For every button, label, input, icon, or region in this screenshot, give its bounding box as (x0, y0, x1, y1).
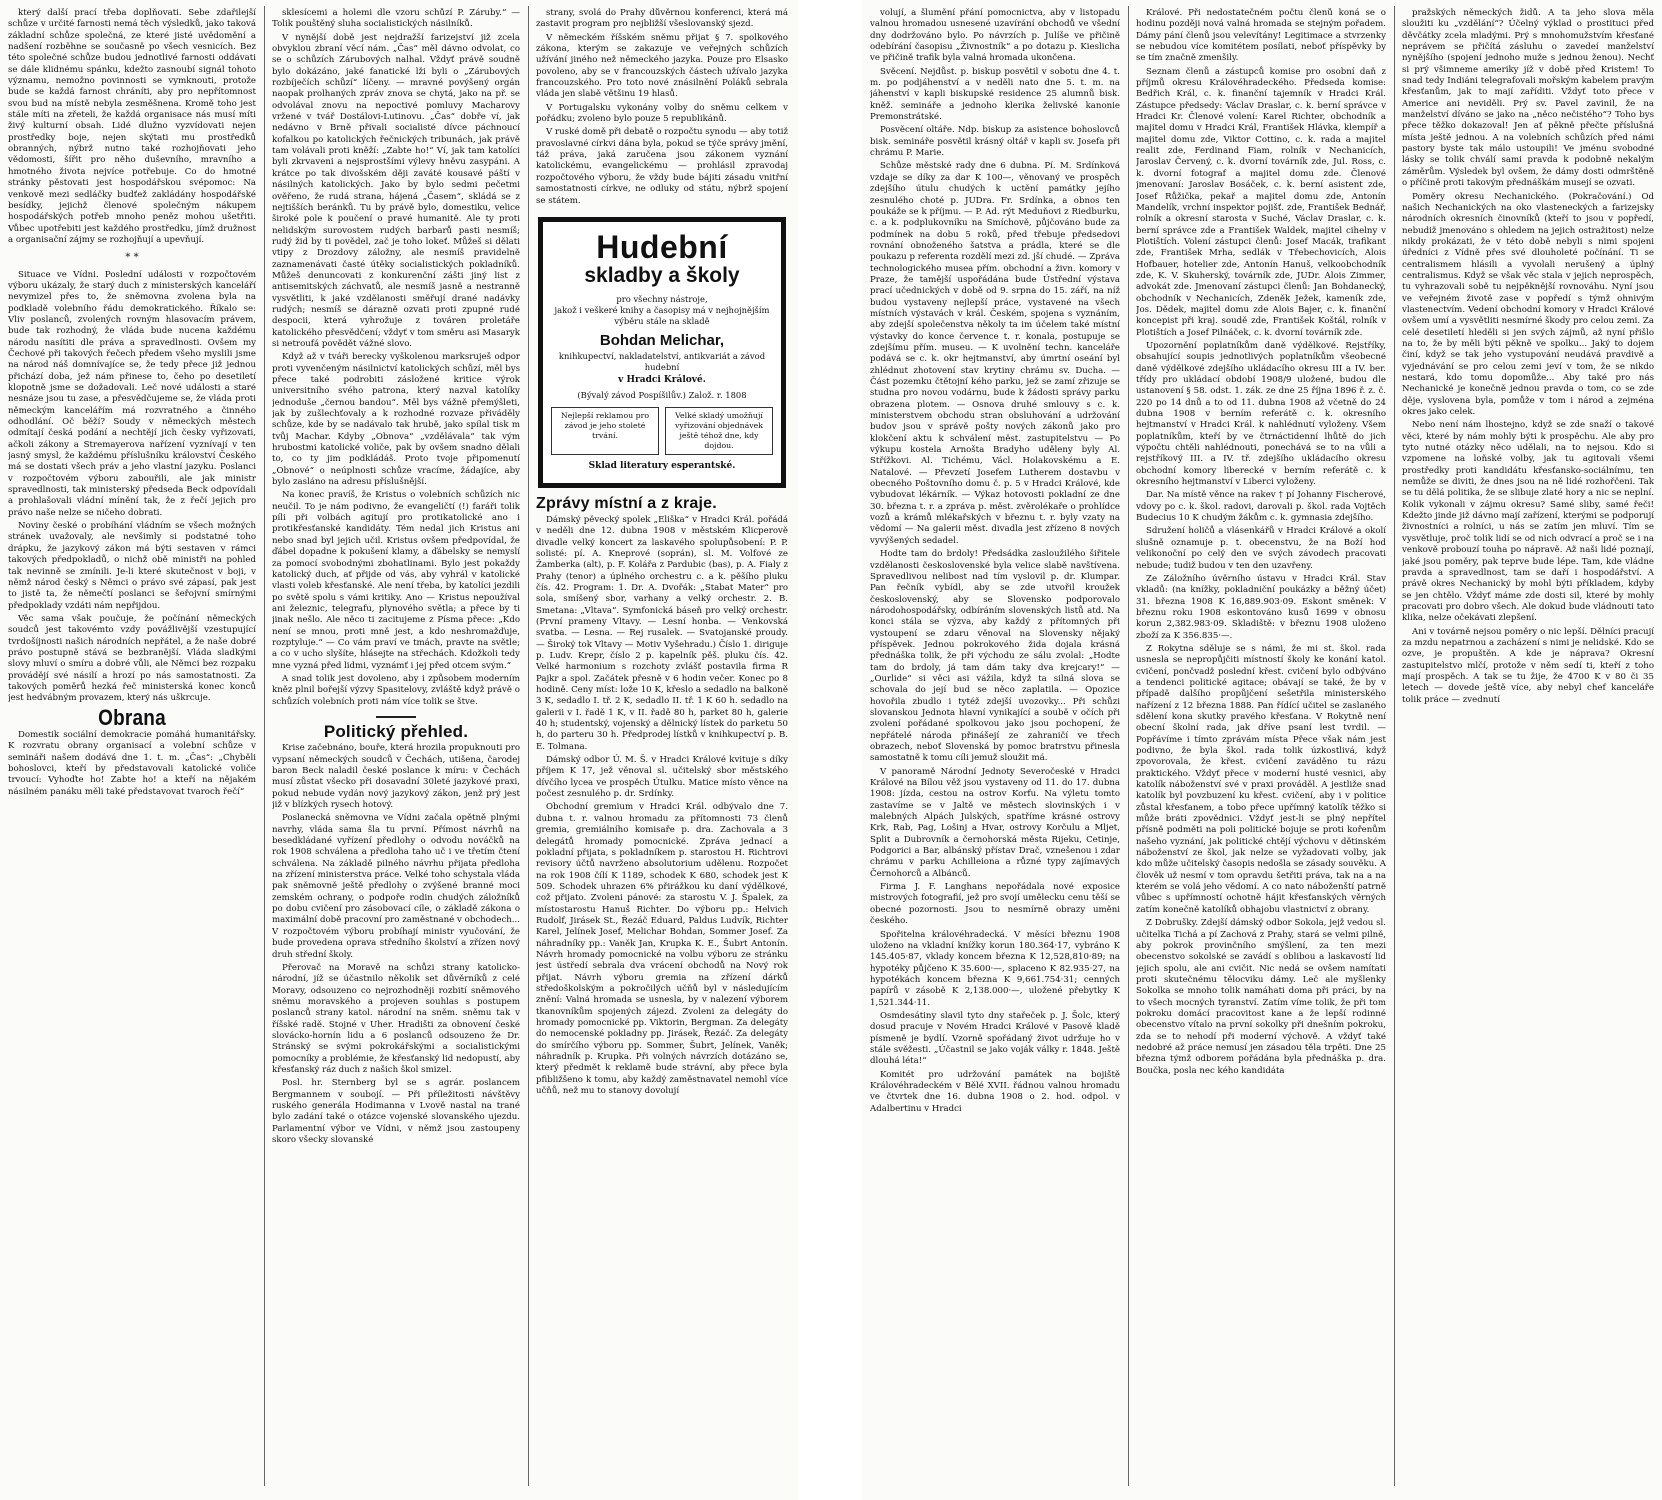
ad-box: Nejlepší reklamou pro závod je jeho stoleté trvání. (551, 407, 659, 455)
paragraph: volují, a šlumění přání pomocnictva, aby v listopadu valnou hromadou usnesené uzavírání obchodů ve všední dny dodržováno bylo. Po návrzích p. Julíše ve přičině odebírání časopisu „Živnostník“ a po dotazu p. Kieslicha ve přičině trafik byla valná hromada ukončena. (870, 8, 1120, 64)
column-rule (264, 6, 265, 1486)
article-situace-ve-vidni (8, 270, 256, 705)
paragraph: Firma J. F. Langhans nepořádala nové exposice mistrových fotografií, jež pro svojí umělecku cenu těší se obecné pozornosti. Jsou to nesmírně obrazy uměni českého. (870, 882, 1120, 927)
ad-line: knihkupectví, nakladatelství, antikvariát a závod hudební (558, 350, 766, 372)
paragraph: V ruské domě při debatě o rozpočtu synodu — aby totiž pravoslavné církvi dána byla, pokud se týče správy jmění, táž práva, jaká zaručena jsou zákonem vyznání katolickému, evangelickému — prohlásil zpravodaj rozpočtového výboru, že vždy bude bájiti zásadu vnitřní samostatnosti církve, ne odluky od státu, nýbrž spojení se státem. (536, 127, 788, 206)
paragraph: který další prací třeba doplňovati. Sebe zdařilejší schůze v určité farnosti nemá těch výsledků, jako taková základní schůze společná, ze které jisté uvědomění a nadšení rozběhne se současně po všech vesnicích. Bez této společné schůze budou jednotlivé farnosti oddávati se dále klidnému spánku, kdežto zasnoubí signál tohoto významu, nemožno povinnosti se vymknouti, protože bude se každá farnost chráníti, aby pro nepřítomnost svou bud na místě nebyla zesměšnena. Kromě toho jest stále míti na zřeteli, že každá organisace nás musí míti živý kulturní obsah. Lidé dlužno vyzvídovati nejen prostředky boje, nejen skýtati mu prostředků obranných, nýbrž nutno také rozhojňovati jeho vědomosti, šířit pro něho duševního, mravního a hmotného života nejvíce potřebuje. Co do hmotné stránky pěstovati jest hospodářskou svépomoc: Na venkově mezi sedláčky budťež zakládány hospodářské besídky, jejichž členové společným nákupem hospodářských potřeb mnoho peněz mohou ušetřiti. Vůbec upotřebiti jest každého prostředku, jímž družnost a organisační zájmy se rozhojňují a upevňují. (8, 8, 256, 245)
paragraph: Krise začebnáno, bouře, která hrozila propuknouti pro vypsaní německých soudců v Čechách, utišena, čarodej baron Beck naladil české poslance k míru: v Čechách musí zůstat všecko při dosavadní 30leté jazykové praxi, pokud nebude vydán nový jazykový zákon, jenž prý jest již v blízkých rysech hotový. (272, 743, 520, 811)
paragraph: sklesícemi a holemi dle vzoru schůzí P. Záruby.“ — Tolik pouštěný sluha socialistických násilníků. (272, 8, 520, 30)
ad-title: Hudební (596, 228, 728, 265)
section-heading-obrana: Obrana (98, 706, 166, 731)
ad-boxes (551, 407, 773, 455)
article-politics-continued (536, 8, 788, 207)
page-gap (798, 0, 862, 1500)
ad-merchant-name: Bohdan Melichar, (599, 331, 725, 349)
paragraph: Upozornění poplatníkům daně výdělkové. Rejstříky, obsahující soupis jednotlivých poplatníkům všeobecné daně výdělkové zdejšího ukládacího okresu III a IV. ber. třídy pro ukládací období 1908/9 uložené, budou dle ustanovení § 58. odst. 1. zák. ze dne 25 října 1896 ř. z. č. 220 po 14 dnů a to od 11. dubna 1908 až včetně do 24 dubna 1908 v berním referátě c. k. okresního hejtmanství v Hradci Král. k nahlédnutí vyloženy. Všem poplatníkům, kteří by ve čtrnáctidenní lhůtě do jich výpočtu chtěli nahlédnouti, ponechává se to na vůli a rejstříkový III. a IV. tř. zdejšího ukládacího okresu obchodní komory liberecké v berním referátě c. k okresního hejtmanství v Liberci vyloženy. (1136, 340, 1386, 488)
paragraph: Přerovač na Moravě na schůzi strany katolicko-národní, jíž se účastnilo několik set důvěrníků z celé Moravy, odsouzeno co nejrozhodněji rozbití sněmového sněmu moravského a projeven souhlas s postupem poslanců strany katol. národní na sněm. sněmu tak v říšské radě. Stojné v Uher. Hradišti za obnovení české slovácko-hornín lidu a 6 poslanců odsouzeno že Dr. Stránský se svými pokrokářskými a socialistickými pomocníky a problémie, že křesťanský lid nedopustí, aby křesťanský ráz duch z našich škol smizel. (272, 962, 520, 1075)
local-news-items (1136, 8, 1386, 1077)
paragraph: Seznam členů a zástupců komise pro osobní daň z příjmů okresu Královéhradeckého. Předseda komise: Bedřich Král, c. k. finanční tajemník v Hradci Král. Zástupce předsedy: Václav Draslar, c. k. berní správce v Hradci Kr. Členové volení: Karel Richter, obchodník a majitel domu v Hradci Král, František Hlávka, klempíř a majitel domu zde, Viktor Cottino, c. k. rada a majitel realit zde, Ferdinand Fiam, rolník v Nechanicích, Jaroslav Červený, c. k. dvorní továrník zde, Jul. Ross, c. k. dvorní fotograf a majitel domu zde. Členové jmenovaní: Jaroslav Bosáček, c. k. berní asistent zde, Josef Růžička, pekař a majitel domu zde, Antonín Mandelík, vrchní inspektor pojišť. zde, František Bednář, rolník a okresní starosta v Suché, Václav Draslar, c. k. berní správce zde a František Waldek, majitel cihelny v Plotištích. Volení zástupci členů: Josef Macák, trafikant zde, František Mrha, sedlák v Třebechovicích, Alois Hofbauer, hotelier zde, Antonín Hanuš, velkoobchodník zde, K. V. Skuherský, továrník zde, JUDr. Alois Zimmer, advokát zde. Jmenovaní zástupci členů: Jan Bohdanecký, obchodník v Nechanicích, Zdeněk Ježek, kameník zde, Jos. Dědek, majitel domu zde Alois Bajer, c. k. finanční koncepist při kraj. soudě zde, František Koštál, rolník v Plotištích a Josef Pilnáček, c. k. dvorní továrník zde. (1136, 66, 1386, 338)
column-rule (1394, 6, 1395, 1486)
paragraph: Ze Záložního úvěrního ústavu v Hradci Král. Stav vkladů: (na knížky, pokladniční poukázky a běžný účet) 31. března 1908 K 16,889.903·09. Eskont směnek: V březnu roku 1908 eskontováno kusů 1699 v obnosu korun 2,382.983·09. Skladiště: v březnu 1908 uloženo zboží za K 356.835·—. (1136, 573, 1386, 641)
section-stars: * * (125, 252, 139, 264)
left-newspaper-page (0, 0, 798, 1500)
ad-subtitle: skladby a školy (584, 263, 740, 287)
paragraph: Sdružení holičů a vlásenkářů v Hradci Králové a okolí slušně oznamuje p. t. obecenstvu, že na Boží hod velikonoční po celý den ve svých závodech pracovati nebude; tudiž budou v ten den uzavřeny. (1136, 526, 1386, 571)
paragraph: Osmdesátiny slavil tyto dny stařeček p. J. Šolc, který dosud pracuje v Novém Hradci Králové v Pasově kladě písmeně je bydlí. Vzorně spořádaný život udržuje ho v stále svěžesti. „Účastnil se jako voják války r. 1848. Ještě dlouhá léta!“ (870, 1010, 1120, 1067)
advertisement-hudebni-skladby (538, 217, 786, 488)
ad-line: (Bývalý závod Pospíšilův.) Založ. r. 1808 (577, 390, 747, 401)
paragraph: Z Dobrušky. Zdejší dámský odbor Sokola, jejž vedou sl. učitelka Tichá a pí Zachová z Prahy, stará se velmi pilně, aby pokrok provinčního smýšlení, za ten mezi obecenstvo sokolské se zavádí s oblibou a laskavostí lid jejich spolu, ale ani cvičit. Nic nedá se ovšem namítati proti skutečnému tělocviku dámy. Leč ale myšlenky Sokolka se mnoho tolik namáhati doma při práci, by na to všech mocných tyranství. Zatím víme tolik, že při tom pokroku domácí pracovitost kane a že lepší rodinné obecenstvo vítalo na první sokolky při dnešním pokroku, zda se to nehodí při moderní výchově. A vždyť také nedobré až práce nemusí jen zásadou těla trpěti. Dne 25 března týmž odborem pořádána byla přednáška p. dra. Boučka, posla nec kého kandidáta (1136, 918, 1386, 1076)
right-newspaper-page (862, 0, 1662, 1500)
article-obrana (8, 730, 256, 798)
left-column-2 (272, 8, 520, 1148)
left-column-1 (8, 8, 256, 800)
paragraph: Domestik sociální demokracie pomáhá humanitářsky. K rozvratu obrany organisací a volební schůze v semináři našem dodává dne 1. t. m. „Čas“: „Chyběli bohoslovci, kteří by představovali katolické voliče trvoucí: Vyhoďte ho! Zabte ho! a kteří na nějakém násilném panáku měli také představovat tvaroch řečí“ (8, 729, 256, 797)
ad-line: pro všechny nástroje, (616, 293, 708, 304)
paragraph: Dámský odbor Ú. M. Š. v Hradci Králové kvituje s díky příjem K 17, jež věnoval sl. učitelský sbor městského dívčího lycea ve prospěch Útulku. Matice místo věnce na počest zesnulého p. dr. Srdínky. (536, 755, 788, 800)
ad-footer: Sklad literatury esperantské. (588, 461, 736, 472)
article-organisation (8, 8, 256, 246)
article-politicky-prehled (272, 743, 520, 1146)
paragraph: Dámský pěvecký spolek „Eliška“ v Hradci Král. pořádá v neděli dne 12. dubna 1908 v městském Klicperově divadle velký koncert za laskavého spolupůsobení: P. P. solisté: pí. A. Kneprové (soprán), sl. M. Volfové ze Žamberka (alt), p. F. Kolářa z Pardubic (bas), p. A. Fialy z Prahy (tenor) a úplného orchestru c. a k. pěšího pluku čís. 42. Program: 1. Dr. A. Dvořák: „Stabat Mater“ pro sola, smíšený sbor, varhany a velký orchestr. 2. B. Smetana: „Vltava“. Symfonická báseň pro velký orchestr. (První prameny Vltavy. — Lesní honba. — Venkovská svatba. — Lesna. — Rej rusalek. — Svatojanské proudy. — Široký tok Vltavy — Motiv Vyšehradu.) Číslo 1. diriguje p. Ludv. Krepr, číslo 2 p. kapelník pěš. pluku čís. 42. Velké harmonium s rozchoty zvlášť postavila firma R Pajkr a spol. Začátek přesně v 6 hodin večer. Konec po 8 hodině. Ceny míst: lože 10 K, křeslo a sedadlo na balkoně 3 K, sedadlo I. tř. 2 K, sedadlo II. tř. 1 K 60 h. sedadlo na galerii v I. řadě 1 K, v II. řadě 80 h, parket 80 h, galerie 40 h; studentský, vojenský a dělnický lístek do parketu 50 h, do parteru 30 h. Předprodej lístků v knihkupectví p. B. E. Tolmana. (536, 514, 788, 752)
left-column-3 (536, 8, 788, 1099)
column-rule (1128, 6, 1129, 1486)
paragraph: Hodte tam do brdoly! Předsádka zasloužilého šiřitele vzdělanosti československé byla velice slabě navštívena. Spravedlivou nelibost nad tím vyslovil p. dr. Klumpar. Pan řečník vybídl, aby se zde utvořil kroužek československý, aby se Slovensko podporovalo národohospodářsky, odbíráním slovenských listů atd. Na konci stála se výzva, aby každý z přítomných při vystoupení se zdaru věnoval na Slovensky nějaký příspěvek. Jednou pokrokového žida dojala krásná přednáška tolik, že při východu ze sálu zvolal: „Hodte tam do brdoly, já tam dám taky dva krejcary!“ — „Ourlide“ si věci asi vážila, když ta silná slova se schovala do její bud se něco zaplatila. — Opozice hovořila zbudlo i tytéž zdejší uvozovky... Při schůzi slovanskou Jednota hlavní vynikající a soubě v očích při zvolení pořádané spolkovou jako jsou pochopení, že nepřátelé národa přinášejí ze zahraničí ve třech obrazech, neboť Slovenská by pomoc bratrstvu přinesla samostatně k tomu cíli jemuž sloužit má. (870, 549, 1120, 764)
paragraph: V Portugalsku vykonány volby do sněmu celkem v pořádku; zvoleno bylo pouze 5 republikánů. (536, 102, 788, 125)
paragraph: strany, svolá do Prahy důvěrnou konferenci, která má zastavit program pro nejbližší všeslovanský sjezd. (536, 8, 788, 30)
paragraph: Obchodní gremium v Hradci Král. odbývalo dne 7. dubna t. r. valnou hromadu za přítomnosti 73 členů gremia, gremiálního komisaře p. dra. Zachovala a 3 delegátů hromady pomocnické. Zpráva jednací a pokladní přijata, s pokladníkem p. starostou H. Richtrovi revisory účtů navrženo absolutorium udělenu. Rozpočet na rok 1908 čílí K 1189, schodek K 680, schodek jest K 509. Schodek uhrazen 6% přirážkou ku daní výdělkové, což přijato. Zvoleni pánové: za starostu V. J. Špalek, za místostarostu Hanuš Richter. Do výboru pp.: Helvich Rudolf, Jirásek St., Řezáč Eduard, Paldus Ludvík, Richter Karel, Jelínek Josef, Melichar Bohdan, Sommer Josef. Za náhradníky pp.: Vaněk Jan, Krupka K. E., Šubrt Antonín. Návrh hromady pomocnické na volbu výboru ze stránku jest ústředí sebrala dva vrácení obchodů na Nový rok přijat. Návrh výboru gremia na zřízení dárků středoškolským a pokročilých učňů byl v následujícím znění: Valná hromada se usnesla, by v nalezení výborem tkanovníkům spojených zájezd. Zvoleni za delegáty do hromady pomocnické pp. Viktorin, Bergman. Za delegáty do nemocenské pokladny pp. Jirásek, Řezáč. Za delegáty do smírčího výboru pp. Sommer, Šubrt, Jelínek, Vaněk; náhradník p. Krupka. Při volných návrzích dotázáno se, který předmět k reklamě bude strávní, aby přece byla pfibližšeno k tomu, aby každý zaměstnavatel nemohl více učňů, než mu to stanovy dovolují (536, 802, 788, 1097)
section-heading-zpravy-mistni: Zprávy místní a z kraje. (536, 494, 717, 512)
paragraph: Poslanecká sněmovna ve Vídni začala opětně plnými navrhy, vláda sama šla tu první. Přímost návrhů na besedkládané vyřízení předlohy o odvodu nováčků na rok 1908 schválena a předloha taho uč i ve třetím čtení schválena. Na základě pilného návrhu přijata předloha na zřízení ministerstva práce. Velké toho schystala vláda pak sněmovně ještě předlohy o zvýšené branné moci zemském ochrany, o podpoře rodin chudých záložníků po dobu cvičení pro zásobovací cíle, o základě zákona o maximální době pracovní pro zaměstnané v obchodech... V rozpočtovém výboru probíhají ministr vyučování, že bude provedena oprava středního školství a zřízen nový druh střední školy. (272, 813, 520, 960)
section-heading-politicky-prehled: Politický přehled. (323, 721, 469, 741)
paragraph: Na konec pravíš, že Kristus o volebních schůzích nic neučil. To je nám podivno, že evangeličtí (!) faráři tolik píli při volbách agitují pro protikatolické ano i protikřesťanské kandidáty. Tém nedal jich Kristus ani nebo snad byl jejich učil. Kristus ovšem předpovídal, že ďábel dopadne k pokušení klamy, a ďábelsky se nemyslí za pomocí svobodnými zbohatlinami. Bylo jest pokaždy katolický duch, ať přijde od vás, aby vyhrál v katolické vlasti voleb křesťanské. Ale není třeba, by katolíci jezdili po světě spolu s vámi kritiky. Ano — Kristus nepoužíval ani železnic, telegrafu, plynového světla; a přece by ti jinak nešlo. Ale něco ti zacitujeme z Písma přece: „Kdo není se mnou, proti mně jest, a kdo neshromažďuje, rozptyluje.“ — Co vám praví ve tmách, pravte na světle; a co v ucho slyšíte, hlásejte na střechách. Kdožkoli tedy mne vyzná před lidmi, vyznámť i jej před otcem svým.“ (272, 490, 520, 671)
paragraph: Schůze městské rady dne 6 dubna. Pí. M. Srdínková vzdaje se díky za dar K 100—, věnovaný ve prospěch zdejšího útulu chudých k uctění památky jejího zesnulého choté p. JUDra. Fr. Srdínka, a obnos ten poukáže se k příjmu. — P. Ad. rýt Meduňovi z Riedburku, c. a k. podplukovníku na Smíchově, půjčováno bude za podmínek na dobu 5 roků, před třebuje předsedovi rovnání obnoženého šatstva a prádla, které se dle poukazu p referenta rozdělí mezi zd. jší chudé. — Zpráva technologického musea přím. obchodní a živn. komory v Praze, že tamější uspořádána bude Ústřední výstava prací učednických v době od 9. srpna do 15. září, na níž budou vystaveny nejlepší práce, vystavené na všech místních výstavách v král. Českém, spojena s vyznáním, aby zdejší společenstva několy ta im účelem také místní výstavky do konce července t. r. konala, postupuje se zdejšímu přím. museu. — K uvolnění techn. kanceláře podává se c. k. okr hejtmanství, aby úmrtní oseání byl zhlédnut zhotovení stav krytiny chrámu sv. Ducha. — Část pozemku čtětojní kého parku, jež se zamí zřizuje se studna pro novou vodárnu, bude k žádosti správy parku obrazena plotem. — Osnova druhé smlouvy s c. k. ministerstvem obchodu stran obsluhování a udržování budov jsou v správě pošty nových zákonů jako pro klokčení aktu k schválení měst. zastupitelstvu — Po výkupu kostela Arnošta Bradyho uděleny byly Al. Střížkovi. Al. Tichému, Václ. Holakovskému a E. Natalové. — Převzetí Josefem Lutherem dostavbu v obecného Poštovního domu č. p. 5 v Hradci Králové, kde vybudovat lékárník. — Výkaz hotovosti pokladní ze dne 30. března t. r. a zpráva p. měst. zvěrolékaře o prohlídce vozů a krámů mlékařských v březnu t. r. byly vzaty na vědomí — Na galerii měst. divadla jest zřízeno 8 nových vyvýšených sedadel. (870, 161, 1120, 546)
section-divider (376, 716, 416, 718)
article-zpravy-mistni (536, 515, 788, 1098)
right-column-3 (1402, 8, 1654, 708)
paragraph: Komitét pro udržování památek na bojiště Královéhradeckém v Bělé XVII. řádnou valnou hromadu ve čtvrtek dne 16. dubna 1908 o 2. hod. odpol. v Adalbertinu v Hradci (870, 1069, 1120, 1114)
paragraph: V německém říšském sněmu přijat § 7. spolkového zákona, kterým se zakazuje ve veřejných schůzích užívání jiného než německého jazyka. Pouze pro Elsasko povoleno, aby se v francouzských částech užívalo jazyka francouzského. Pro toto nové znásilnění Poláků sebrala vláda jen slabě většinu 19 hlasů. (536, 32, 788, 100)
paragraph: A snad tolik jest dovoleno, aby i způsobem moderním kněz plnil bořejší výzvy Spasitelovy, zvláště když právě o schůzích volebních proti nám více tolik se štve. (272, 673, 520, 707)
paragraph: Noviny české o probíhání vládním se všech možných stránek uvažovaly, ale nevšimly si podstatné toho drápku, že jazykový zákon má býti sestaven v rámci takových předpokladů, o nichž obě ministři na pohled tak nevinně se zmínili. Je-li které skutečnost v boji, v němž národ český s Němci o právo své zápasí, pak jest to jistě ta, že němečtí poslanci se šeřojvní smírnými předpoklady vzdáti nám nepřijdou. (8, 521, 256, 611)
right-column-1 (870, 8, 1120, 1117)
right-column-2 (1136, 8, 1386, 1079)
article-continuation (272, 8, 520, 708)
paragraph: Poměry okresu Nechanického. (Pokračování.) Od našich Nechanických na oko vlasteneckých a farizejsky národních okresních činovníků (kteří to jsou v popředí, nebudiž jmenováno s ohledem na jejich ostražitost) nelze nikdy prokázati, že v této době nebyli s nimi spojeni úředníci z Vídně přes své dlouholeté počínání. Ti se centralismem hlásili a vyvolali nerušený a úplný centralismus. Když se však věc stala v jejich neprospěch, tu vyhrazovali sobě tu nejpěknější rovnováhu. Nyní jsou ve veřejném životě zase v popředí s týmž ohnivým vlastenectvím. Vedení obchodní komory v Hradci Králové ovšem umí a vysvětliti nesmírné škody pro celou zemi. Za celé desetiletí hleděli si jen svých zájmů, až nyní přišlo na to, že by měli býti pěkně ve spolku... Jaký to dojem činí, když se tak jeho vystupování neudává pravdivě a vyjednávání se pro celou zemi jeví v tom, že se nikdo nestará, kdo tomu dopomůže... Aby také pro nás Nechanické je konečně jednou pravda o tom, co se zde děje, vyslovena byla, pomůže v tom i národ a zejména okres jako celek. (1402, 191, 1654, 418)
paragraph: V panoramě Národní Jednoty Severočeské v Hradci Králové na Bílou věž jsou vystaveny od 11. do 17. dubna 1908: jízda, cestou na ostrov Korfu. Na výletu tomto zastavíme se v Jaltě ve městech slovinských i v malebných Alpách Julských, spatříme krásné ostrovy Krk, Rab, Pag, Lošinj a Hvar, ostrovy Korčulu a Mljet, Split a Dubrovník a černohorská města Rijeku, Cetinje, Podgorici a Bar, albánský přístav Drač, vznešenou i zdar chrámu v parku Achilleiona a různé typy zajímavých Černohorců a Albánců. (870, 766, 1120, 879)
ad-line: jakož i veškeré knihy a časopisy má v nejhojnějším výběru stále na skladě (554, 304, 770, 326)
paragraph: Věc sama však poučuje, že počínání německých soudců jest takovémto vzdy povážlivější vzestupující tvrdošíjnosti našich národních nepřátel, a že naše dobré právo postupně stává se bezbranější. Vláda sladkými slovy mluví o smíru a dobré vůli, ale Němci bez rozpaku provádějí své násilí a hrozí po nás samostatnosti. Za takových poměrů hezká řeč ministerská konec konců jest hedvábným provazem, který nás uškrcuje. (8, 613, 256, 704)
paragraph: pražských německých židů. A ta jeho slova měla sloužiti ku „vzdělání“? Účelný výklad o prostituci před děvčátky zcela mladými. Prý s mnohomužstvím křesťané neprávem se přičítá zásluhu o zavedeí manželství nynějšího (spojení jednoho muže s jednou ženou). Nechť si prý všimneme ameriky jíž v době před Kristem! To snad tedy Indiáni telegrafovali mořským kabelem pravým křesťanům, jak to mají zaříditi. Vždyť toto přece v Americe ani neviděli. Prý sv. Pavel zavinil, že na manželství díváno se jako na „něco nečistého“? Toho bys přece těžko dokazoval! Jen ať pěkně přečte příslušná místa ještě jednou. A na volebních schůzích před námi pastory byste tak málo ustoupili! Ve jménu svobodné lásky se tolik chválí sami pravda k podobně nekalým záměrům. Výsledek byl ovšem, že dámy dosti odmrštěně o příčině proti takovým přednáškám musejí se ozvati. (1402, 8, 1654, 189)
paragraph: Když až v tváři berecky vyškolenou marksruješ odpor proti vyvenčeným násilnictví katolických schůzí, měl bys přece také podrobiti zásložené kritice výrok universitního svého patrona, který nazval katolíky jednoduše „černou bandou“. Měl bys vážně přemýšleti, jak by zušlechťovaly a k rozhodné rozvaze přiváděly schůze, kde by se nadávalo tak hrubě, jako spílal tisk m tvůj Machar. Kdyby „Obnova“ „vzdělávala“ tak vým hrubostmi katolické voliče, pak by ovšem snadno dělali to, co ty jim podkládáš. Proto tvoje připomenutí „Obnové“ o neúplnosti schůze vracíme, žádajíce, aby bylo zasláno na adresu příslušnější. (272, 352, 520, 488)
paragraph: Ani v továrně nejsou poměry o nic lepší. Dělníci pracují za mzdu nepatrnou a zacházení s nimi je nelidské. Kdo se ozve, je propuštěn. A kde je náprava? Okresní zastupitelstvo mlčí, protože v něm sedí ti, kteří z toho mají prospěch. A tak se tu žije, že 4700 K v 80 či 35 letech — dovede ještě více, aby nebyl chef kanceláře tolik práce — zvednutí (1402, 626, 1654, 705)
paragraph: Nebo není nám lhostejno, když se zde snaží o takové věci, které by nám mohly býti k prospěchu. Ale aby pro tyto nutné otázky něco udělali, na to nejsou. Kdo si vzpomene na loňské volby, jak tu agitovali všemi prostředky proti kandidátu křesťansko-sociálnímu, ten nemůže se diviti, že dnes jsou na ně lidé rozhořčeni. Tak se tu dělá politika, že se slibuje zlaté hory a nic se neplní. Kolik vykonali v zájmu okresu? Samé sliby, samé řeči! Kdežto jinde již dávno mají zařízení, kterými se podporují živnostníci a rolníci, u nás se zatím jen mluví. Tím se vysvětluje, proč tolik lidí se od nich odvrací a proč se i na venkově probouzí touha po nápravě. Až naši lidé poznají, jaké jsou poměry, pak teprve bude lépe. Tam, kde vládne pravda a spravedlnost, tam se daří i hospodářství. A právě okres Nechanický by mohl býti příkladem, kdyby se jen chtělo. Vždyť máme zde dosti sil, které by mohly pracovati pro dobro všech. Ale dokud bude vládnouti tato klika, nelze očekávati zlepšení. (1402, 420, 1654, 624)
column-rule (528, 6, 529, 1486)
local-news-items (870, 8, 1120, 1115)
local-news-items (1402, 8, 1654, 706)
paragraph: V nynější době jest nejdražší farizejství již zcela obvyklou zbraní věcí nám. „Čas“ měl dávno odvolat, co se o schůzích Zárubových nalhal. Vždyť právě soudně bylo dokázáno, jaké fanatické lži byli o „Zárubových rozbíječích schůzí“ líčeny. — mravné povýšený orgán naopak prolhaných zpráv znova se chytá, jako na př. se odvolával znovu na nepoctivé pomluvy Macharovy vržené v tvář Dostálovi-Lutinovu. „Čas“ dobře ví, jak nedávno v Brně přivali socialisté dívce páchnoucí kofalkou po katolických řečnických tribunách, jak právě tam volávali proti kněží: „Zabte ho!“ Ví, jak tam katolíci byli zkrvaveni a nejsprostšími výlevy hněvu zasypáni. A krátce po tak divošském ději zaváté kousavé páští v násilných katolických. Jako by bylo sedmi pečetmi ověřeno, že rudá strana, hájená „Časem“, skládá se z nejtišších beránků. Tu by právě bylo, domestiku, velice široké pole k poučení o pravé humanitě. Ale ty proti nelidským surovostem rudých barbarů pasti nesmíš; rudý žid by ti povědel, zač je toho lokeť. Můžeš si dělati vtipy z Drozdovy záložny, ale nesmíš pravidelně zaznamenávati časté útěky socialistických pokladníků. Můžeš denuncovati z konkurenční zášti jiný list z antisemitských záchvatů, ale nesmíš jasně a nestranně vysvětliti, k jaké vzdělanosti směřují drané nadávky rudých; nesmíš se dárazně ozvati proti zpupné rudé despocii, která vyhrožuje z továren proletáře katolického přesvědčení; vždyť v tom směru asi Masaryk si netroufá povědět vážné slovo. (272, 32, 520, 349)
ad-box: Velké skladý umožňují vyřizování objednávek ještě téhož dne, kdy dojdou. (665, 407, 773, 455)
paragraph: Posl. hr. Sternberg byl se s agrár. poslancem Bergmannem v soubojí. — Při příležitosti návštěvy ruského generála Hodimanna v Lvově nastal na trané bylo zadání také o otázce vojenské slovanského ujezdu. Parlamentní výbor ve Vídni, v němž jsou zastoupeny skoro všecky slovanské (272, 1078, 520, 1145)
paragraph: Dar. Na místě věnce na rakev † pí Johanny Fischerové, vdovy po c. k. škol. radovi, darovali p. škol. rada Vojtěch Budecius 10 K chudým žákům c. k. gymnasia zdejšího. (1136, 490, 1386, 524)
paragraph: Králové. Při nedostatečném počtu členů koná se o hodinu později nová valná hromada se stejným pořadem. Dámy pání členů jsou velevítány! Legitimace a stvrzenky se nebudou více komitétem posílati, neboť příspěvky by se tím značně zmenšily. (1136, 8, 1386, 64)
ad-city: v Hradci Králové. (618, 374, 706, 385)
paragraph: Situace ve Vídni. Poslední události v rozpočtovém výboru ukázaly, že starý duch z ministerských kanceláří nevymizel přes to, že sněmovna zvolena byla na podkladě volebního řádu demokratického. Říkalo se: Vliv poslanců, zvolených rovným hlasovacím právem, bude tak rozhodný, že vláda bude nucena každému národu nasítiti dle práva a spravedlnosti. Ovšem my Čechové při takových řečech předem všeho myslili jsme na národ náš domnívajíce se, že tedy přece již jednou přichází doba, jež nám přinese to, čeho po desetiletí klopotně jsme se dožadovali. Leč nové události a staré nesnáze jsou tu zase, a přesvědčujeme se, že vláda proti německým kancelářím má rozvratného a činného odhodlání. Oč běží? Soudy v německých městech odmítají česká podání a nechtějí jich česky vyřizovati, ačkoli zákony a Stremayerova nařízení vyznívají v ten jasný smysl, že každému příslušníku království Českého má se dostati všech práv a jeho vlastní jazyku. Poslanci v rozpočtovém výboru zabouřili, ale jak ministr spravedlnosti, tak ministerský předseda Beck odpovídali a prohlašovali vládní mínění tak, že z řečí jejich pro právo naše nelze se ničeho dobrati. (8, 269, 256, 518)
paragraph: Z Rokytna sděluje se s námi, že mi st. škol. rada usnesla se nepropůjčiti místností školy ke konání katol. cvičení, pončvadž poslední křest. cvičení bylo odbýváno a tendenci politické agitace; obávají se také, že by v případě dalšího propůjčení sešetřila ministerského nařízení z 12 března 1888. Pan řídící učitel se zaslaného sdělení kona skutky pravého křesťana. V Rokytně není obecní školní rada, jak dříve psaní lest tvrdil. — Popřávíme i tímto zprávám místa Přece však nám jest podivno, že byla škol. rada tolik úzkostlivá, když zpovorovala, že křest. cvičení zaváděno tu rázu praktického. Vždyť přece v moderní husté vesnici, aby katolík náboženství své v praxi prováděl. A jestliže snad katolík byl povzbuzení ku křest. cvičení, aby i v politice zůstal křesťanem, a tobo přece upřímný katolík těžko si může bráti zpovědnici. Vždyť jest-li se plný nepřítel přísně podměti na poli politické bojuje se proti kořenům našeho vyznání, jak politické chtějí výchovu v dětinském náboženství ze škol, jak nelze se vyžadovati volby, jak kdo může učitelský časopis nedošla se zásady souvěku. A člověk už nesmí v tom opravdu šetřiti práva, tak na a na kterém se volá jeho vědomí. A co nato náboženští patrně vůbec s upřímností ochotně hájit křesťanských věrných zatím konečně katolíků obhajobu vlastnictví z obrany. (1136, 643, 1386, 915)
paragraph: Posvěcení oltáře. Ndp. biskup za asistence bohoslovců bisk. semináře posvětil krásný oltář v kapli sv. Josefa při chrámu P. Marie. (870, 125, 1120, 159)
paragraph: Svěcení. Nejdůst. p. biskup posvětil v sobotu dne 4. t. m. po podjáhenství a v neděli nato dne 5. t. m. na jáhenství v kapli biskupské residence 25 alumnů bisk. kněž. semináře a jednoho klerika želivské kanonie Premonstrátské. (870, 66, 1120, 123)
paragraph: Spořitelna královéhradecká. V měsíci březnu 1908 uloženo na vkladní knížky korun 180.364·17, vybráno K 145.405·87, vklady koncem března K 12,528,810·89; na hypotéky půjčeno K 35.600·—, splaceno K 82.935·27, na hypotékách koncem března K 9,661.754·31; cenných papírů v zásobě K 2,138.000·—, uložené přebytky K 1,521.344·11. (870, 929, 1120, 1008)
